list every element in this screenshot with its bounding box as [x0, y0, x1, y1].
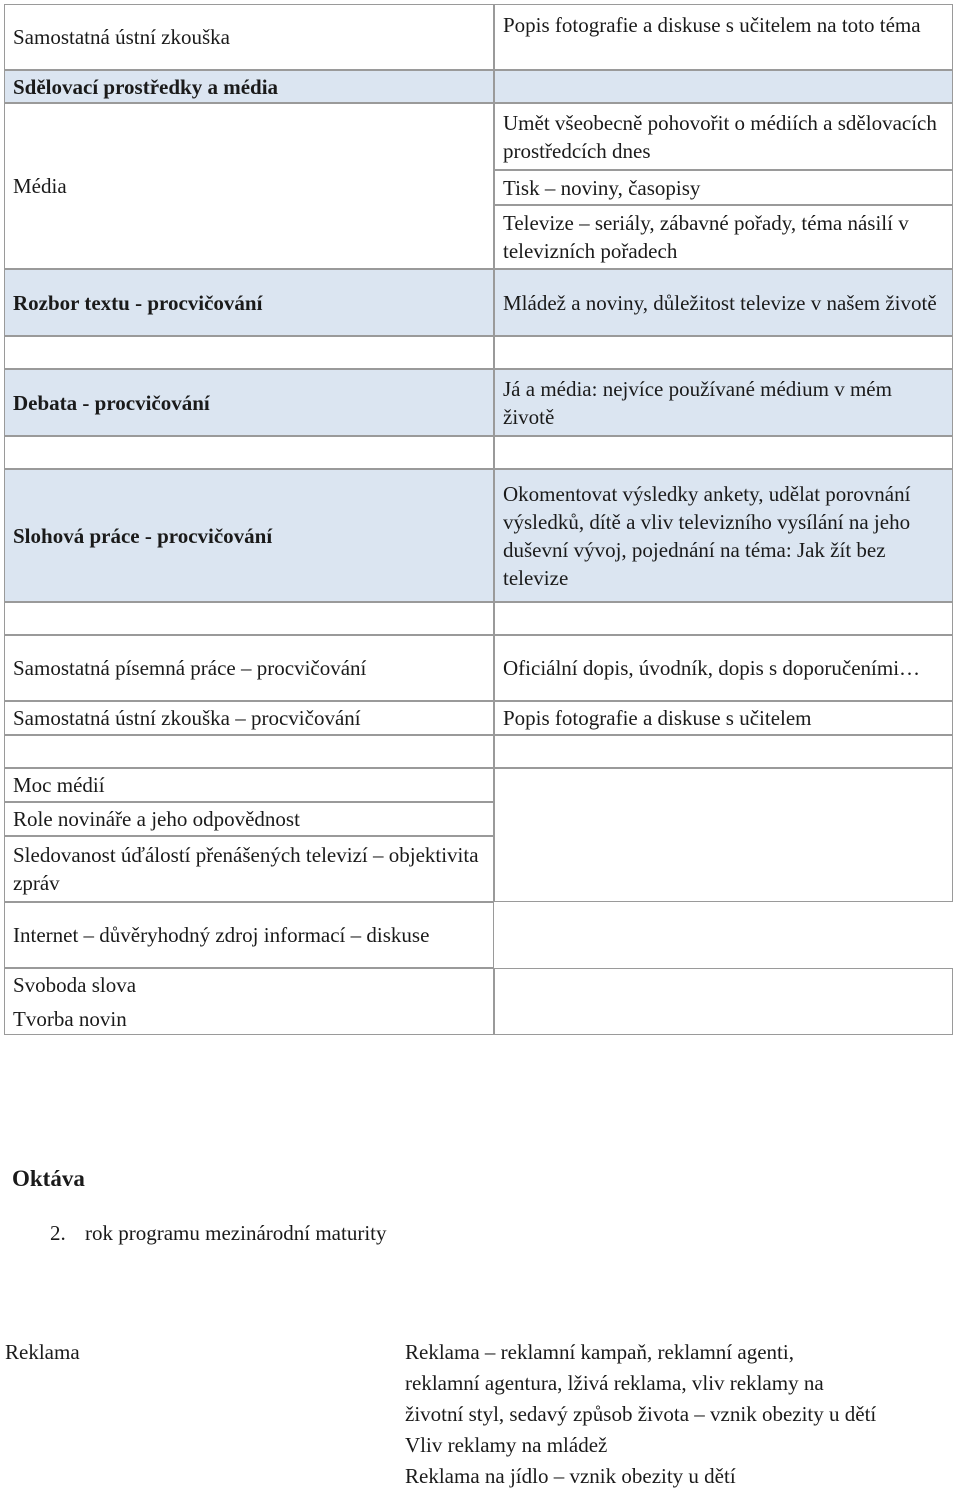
row3-right-b-cell: [494, 170, 953, 205]
row8-right-cell: [494, 469, 953, 602]
row2-left-cell: [4, 70, 494, 103]
row13-left-a-cell: [4, 768, 494, 802]
list-number: 2.: [50, 1221, 66, 1245]
row10-left-text: Samostatná písemná práce – procvičování: [13, 656, 367, 680]
row13-left-a-text: Moc médií: [13, 773, 105, 797]
row6-left-text: Debata - procvičování: [13, 390, 210, 415]
row3-right-c-cell: [494, 205, 953, 269]
row5-left-cell: [4, 336, 494, 369]
row9-right-cell: [494, 602, 953, 635]
row6-right-text: Já a média: nejvíce používané médium v mém životě: [503, 376, 892, 429]
row11-left-cell: [4, 701, 494, 735]
bottom-right-line-4: Vliv reklamy na mládež: [405, 1433, 608, 1457]
row7-left-cell: [4, 436, 494, 469]
row11-right-cell: [494, 701, 953, 735]
row12-right-cell: [494, 735, 953, 768]
row4-right-cell: [494, 269, 953, 336]
section-heading-media: Sdělovací prostředky a média: [13, 74, 279, 99]
bottom-right-line-3: životní styl, sedavý způsob života – vznik obezity u dětí: [405, 1402, 877, 1426]
row15-left-a-text: Svoboda slova: [13, 972, 137, 997]
bottom-right-line-1: Reklama – reklamní kampaň, reklamní agenti,: [405, 1340, 794, 1364]
row8-right-text: Okomentovat výsledky ankety, udělat porovnání výsledků, dítě a vliv televizního vysílání na jeho duševní vývoj, pojednání na téma: Jak žít bez televize: [503, 481, 911, 590]
row8-left-text: Slohová práce - procvičování: [13, 523, 273, 548]
row15-right-cell: [494, 968, 953, 1035]
program-list-item: [50, 1218, 387, 1249]
row9-left-cell: [4, 602, 494, 635]
row10-right-cell: [494, 635, 953, 701]
row3-right-a-cell: [494, 103, 953, 170]
row5-right-cell: [494, 336, 953, 369]
row15-left-b-text: Tvorba novin: [13, 1006, 127, 1031]
row3-right-b-text: Tisk – noviny, časopisy: [503, 175, 701, 200]
row14-left-text: Internet – důvěryhodný zdroj informací – diskuse: [13, 923, 430, 947]
bottom-right-line-2: reklamní agentura, lživá reklama, vliv reklamy na: [405, 1371, 824, 1395]
row13-right-cell: [494, 768, 953, 902]
bottom-left-text: Reklama: [5, 1340, 80, 1364]
row1-right-cell: [494, 4, 953, 70]
row11-right-text: Popis fotografie a diskuse s učitelem: [503, 706, 812, 730]
row13-left-b-cell: [4, 802, 494, 836]
row2-right-cell: [494, 70, 953, 103]
bottom-right-block: [405, 1337, 876, 1492]
row13-left-c-text: Sledovanost úďálostí přenášených televizí – objektivita zpráv: [13, 843, 479, 895]
row6-right-cell: [494, 369, 953, 436]
row4-left-text: Rozbor textu - procvičování: [13, 290, 263, 315]
row7-right-cell: [494, 436, 953, 469]
row3-right-c-text: Televize – seriály, zábavné pořady, téma násilí v televizních pořadech: [503, 211, 909, 263]
row10-left-cell: [4, 635, 494, 701]
row11-left-text: Samostatná ústní zkouška – procvičování: [13, 706, 361, 730]
row8-left-cell: [4, 469, 494, 602]
row6-left-cell: [4, 369, 494, 436]
row3-left-cell: [4, 103, 494, 269]
row13-left-b-text: Role novináře a jeho odpovědnost: [13, 807, 300, 831]
row4-right-text: Mládež a noviny, důležitost televize v našem životě: [503, 290, 937, 315]
row15-left-cell: [4, 968, 494, 1035]
bottom-right-line-5: Reklama na jídlo – vznik obezity u dětí: [405, 1464, 736, 1488]
row1-left-cell: [4, 4, 494, 70]
row3-left-text: Média: [13, 174, 67, 198]
row12-left-cell: [4, 735, 494, 768]
row13-left-c-cell: [4, 836, 494, 902]
row14-left-cell: [4, 902, 494, 968]
row3-right-a-text: Umět všeobecně pohovořit o médiích a sdělovacích prostředcích dnes: [503, 110, 937, 163]
row10-right-text: Oficiální dopis, úvodník, dopis s doporučeními…: [503, 656, 921, 680]
list-text: rok programu mezinárodní maturity: [85, 1221, 387, 1245]
section-title: Oktáva: [12, 1166, 85, 1191]
row4-left-cell: [4, 269, 494, 336]
row1-right-text: Popis fotografie a diskuse s učitelem na toto téma: [503, 13, 921, 37]
row1-left-text: Samostatná ústní zkouška: [13, 25, 230, 49]
